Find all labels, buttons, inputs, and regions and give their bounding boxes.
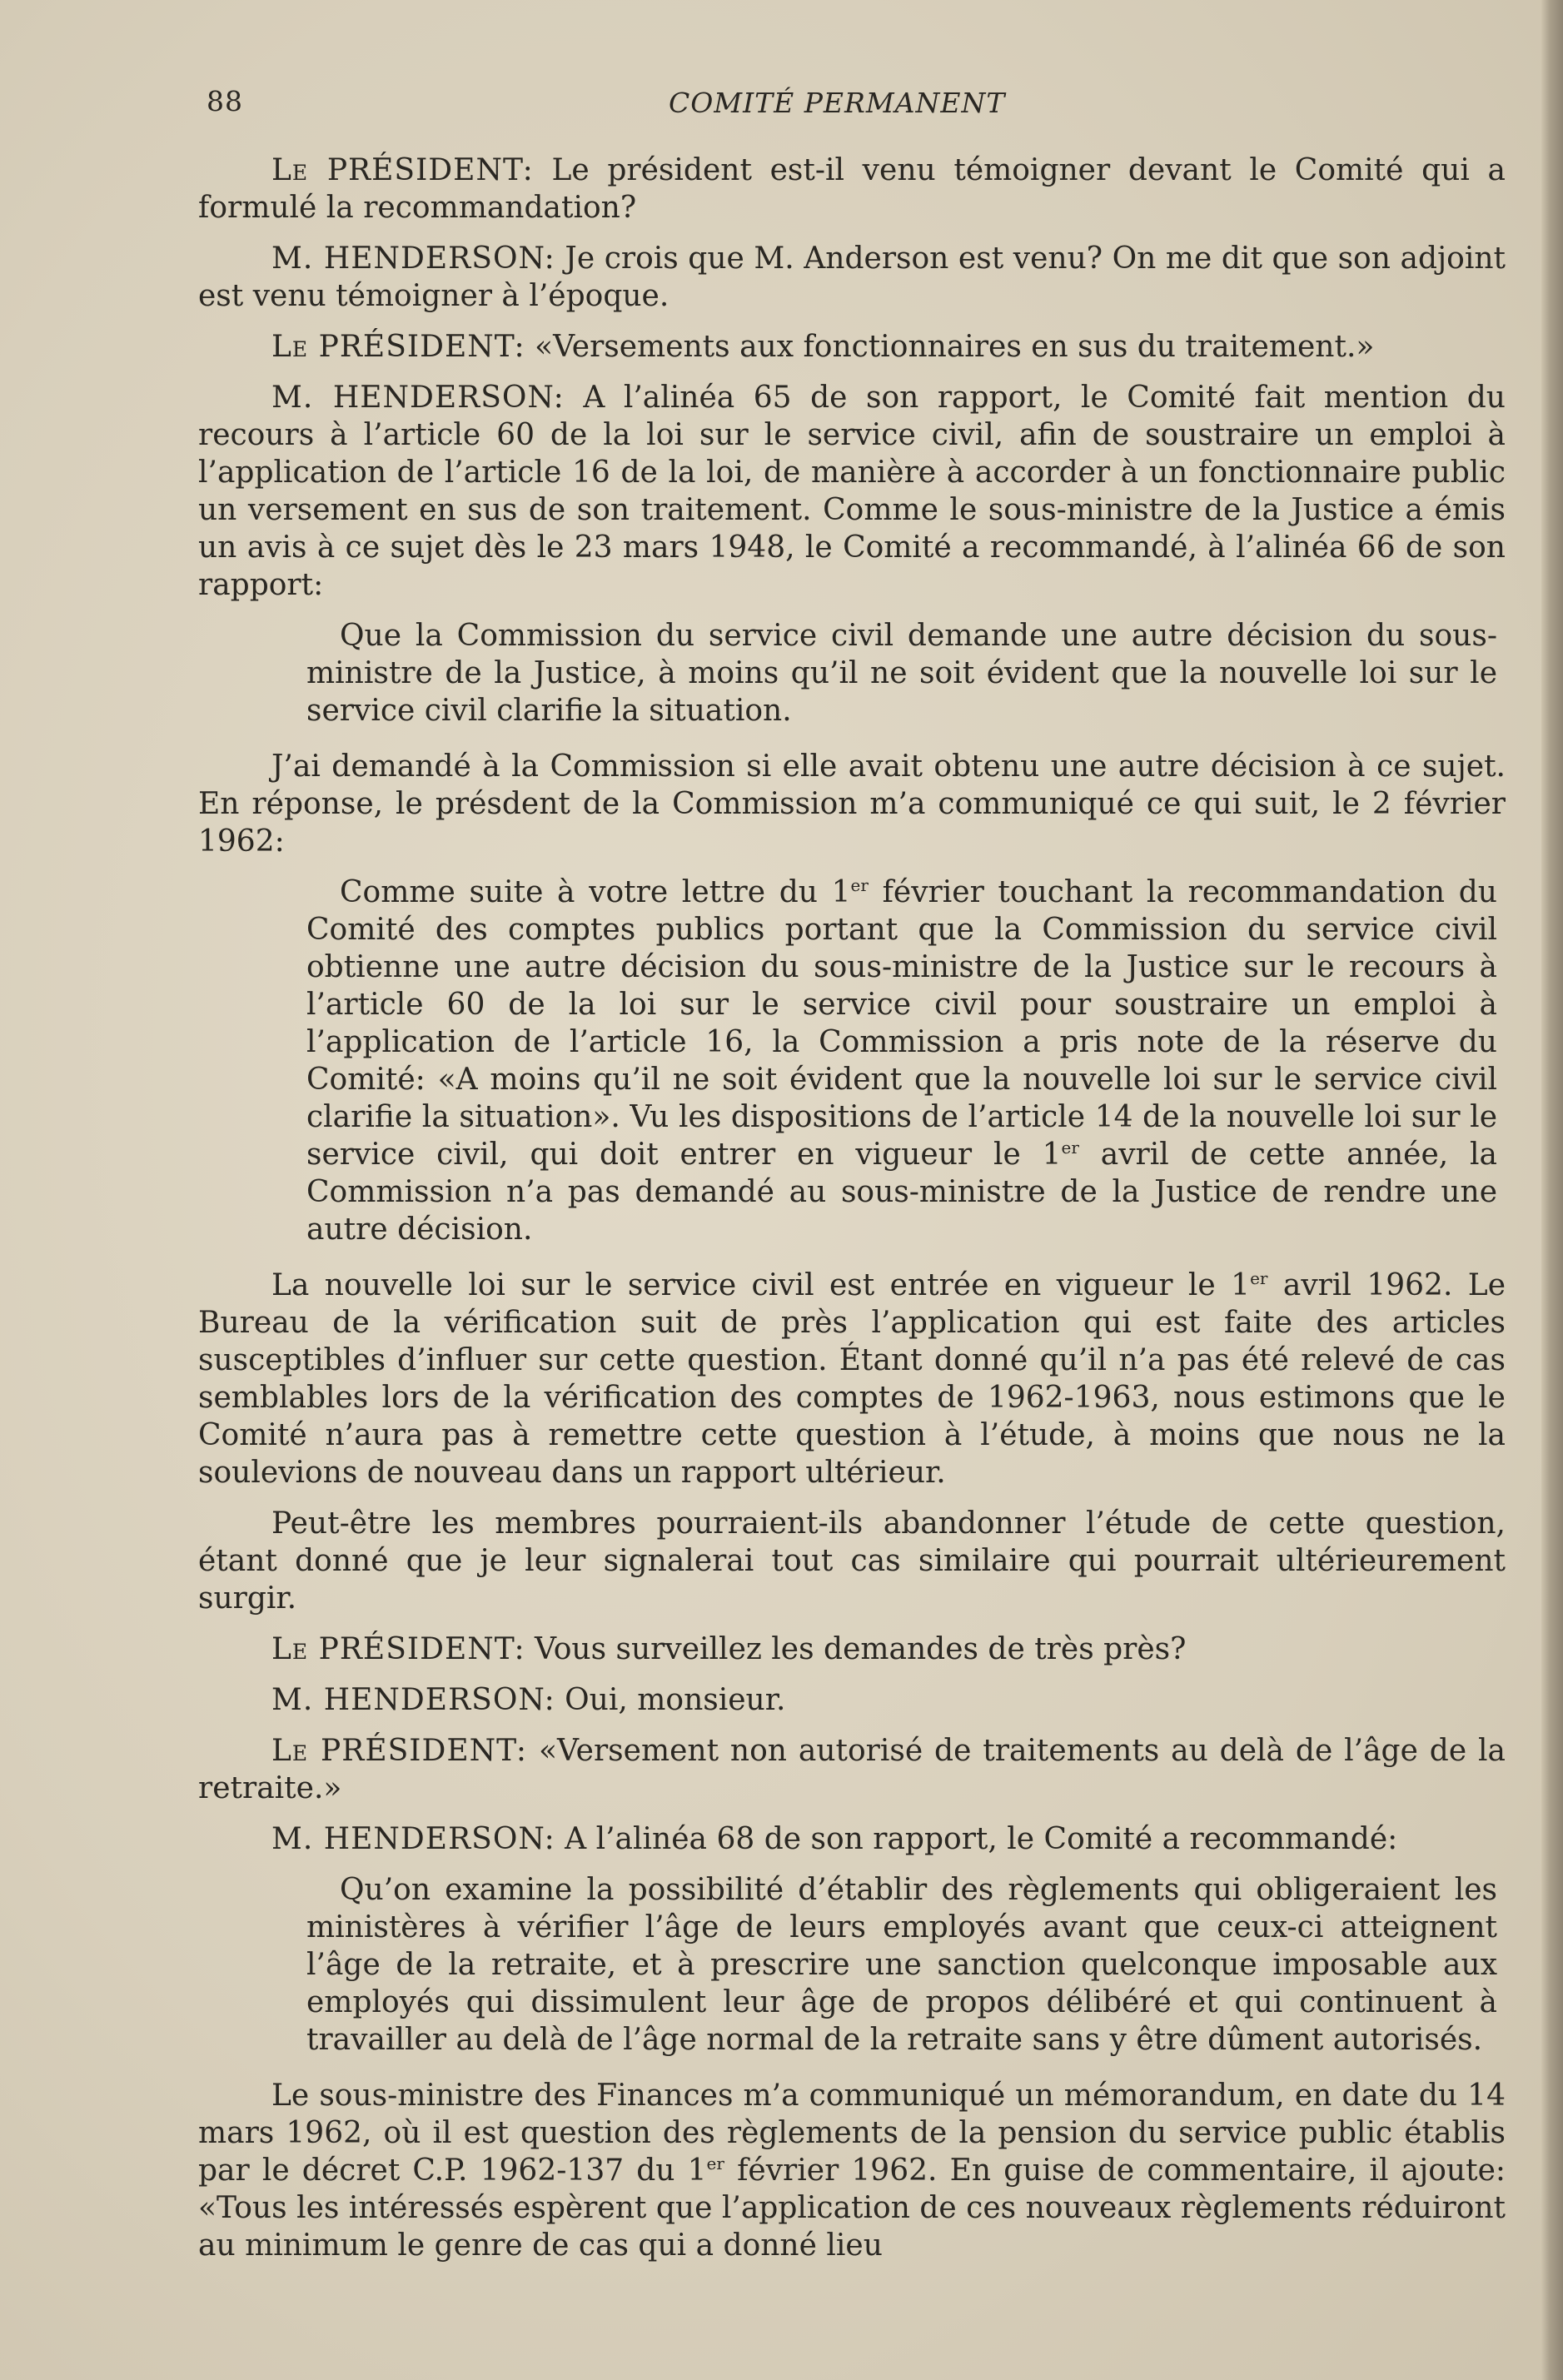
document-page [198,77,1506,2278]
quote-text: Qu’on examine la possibilité d’établir des règlements qui obligeraient les ministères à vérifier l’âge de leurs employés avant que ceux-ci atteignent l’âge de la retraite, et à prescrire une sanction quelconque imposable aux employés qui dissimulent leur âge de propos délibéré et qui continuent à travailler au delà de l’âge normal de la retraite sans y être dûment autorisés. [306,1873,1497,2057]
paragraph-henderson-4 [198,1820,1506,1858]
paragraph-president-3 [198,1631,1506,1668]
speaker-henderson: M. HENDERSON: [271,241,555,276]
paragraph-request: J’ai demandé à la Commission si elle avait obtenu une autre décision à ce sujet. En réponse, le présdent de la Commission m’a communiqué ce qui suit, le 2 février 1962: [198,749,1506,859]
paragraph-president-1 [198,152,1506,227]
quote-text [306,874,1497,1248]
book-spine-shadow [1541,0,1563,2380]
speaker-president: Le PRÉSIDENT: [271,153,534,187]
paragraph-text: A l’alinéa 68 de son rapport, le Comité a recommandé: [565,1822,1398,1856]
superscript: er [706,2153,724,2173]
speaker-president: Le PRÉSIDENT: [271,1632,525,1666]
block-quote-3 [306,1871,1497,2059]
page-header [198,77,1506,127]
paragraph-text: Le président est-il venu témoigner devant le Comité qui a formulé la recommandation? [198,153,1506,225]
superscript: er [1250,1268,1268,1288]
quote-text-part: avril de cette année, la Commission n’a pas demandé au sous-ministre de la Justice de rendre une autre décision. [306,1138,1497,1247]
paragraph-text: Vous surveillez les demandes de très près? [535,1632,1187,1666]
page-body [198,152,1506,2264]
paragraph-president-2 [198,328,1506,366]
speaker-president: Le PRÉSIDENT: [271,1734,528,1768]
speaker-henderson: M. HENDERSON: [271,381,565,415]
paragraph-finances [198,2077,1506,2264]
quote-text-part: février touchant la recommandation du Comité des comptes publics portant que la Commission du service civil obtienne une autre décision du sous-ministre de la Justice sur le recours à l’article 60 de la loi sur le service civil pour soustraire un emploi à l’application de l’article 16, la Commission a pris note de la réserve du Comité: «A moins qu’il ne soit évident que la nouvelle loi sur le service civil clarifie la situation». Vu les dispositions de l’article 14 de la nouvelle loi sur le service civil, qui doit entrer en vigueur le 1 [306,875,1497,1172]
paragraph-text: «Versement non autorisé de traitements au delà de l’âge de la retraite.» [198,1734,1506,1805]
paragraph-text: Je crois que M. Anderson est venu? On me dit que son adjoint est venu témoigner à l’époque. [198,241,1506,313]
paragraph-text-part: La nouvelle loi sur le service civil est entrée en vigueur le 1 [271,1268,1251,1302]
paragraph-new-law [198,1267,1506,1491]
speaker-president: Le PRÉSIDENT: [271,330,525,364]
page-number: 88 [207,85,243,117]
paragraph-text: A l’alinéa 65 de son rapport, le Comité fait mention du recours à l’article 60 de la loi sur le service civil, afin de soustraire un emploi à l’application de l’article 16 de la loi, de manière à accorder à un fonctionnaire public un versement en sus de son traitement. Comme le sous-ministre de la Justice a émis un avis à ce sujet dès le 23 mars 1948, le Comité a recommandé, à l’alinéa 66 de son rapport: [198,381,1506,602]
paragraph-members: Peut-être les membres pourraient-ils abandonner l’étude de cette question, étant donné que je leur signalerai tout cas similaire qui pourrait ultérieurement surgir. [198,1506,1506,1616]
quote-text: Que la Commission du service civil demande une autre décision du sous-ministre de la Justice, à moins qu’il ne soit évident que la nouvelle loi sur le service civil clarifie la situation. [306,619,1497,728]
paragraph-text: Oui, monsieur. [565,1683,786,1717]
block-quote-1 [306,617,1497,729]
paragraph-text-part: Le sous-ministre des Finances m’a communiqué un mémorandum, en date du 14 mars 1962, où il est question des règlements de la pension du service public établis par le décret C.P. 1962-137 du 1 [198,2079,1506,2188]
speaker-henderson: M. HENDERSON: [271,1683,555,1717]
paragraph-text-part: avril 1962. Le Bureau de la vérification suit de près l’application qui est faite des articles susceptibles d’influer sur cette question. Étant donné qu’il n’a pas été relevé de cas semblables lors de la vérification des comptes de 1962-1963, nous estimons que le Comité n’aura pas à remettre cette question à l’étude, à moins que nous ne la soulevions de nouveau dans un rapport ultérieur. [198,1268,1506,1490]
block-quote-2 [306,874,1497,1248]
paragraph-henderson-3 [198,1681,1506,1719]
running-head: COMITÉ PERMANENT [669,87,1006,119]
speaker-henderson: M. HENDERSON: [271,1822,555,1856]
paragraph-president-4 [198,1732,1506,1807]
paragraph-text: «Versements aux fonctionnaires en sus du traitement.» [535,330,1375,364]
superscript: er [1061,1138,1079,1158]
paragraph-henderson-1 [198,240,1506,315]
quote-text-part: Comme suite à votre lettre du 1 [340,875,851,909]
paragraph-henderson-2 [198,379,1506,604]
superscript: er [850,875,869,895]
paragraph-text-part: février 1962. En guise de commentaire, il ajoute: «Tous les intéressés espèrent que l’application de ces nouveaux règlements réduiront au minimum le genre de cas qui a donné lieu [198,2153,1506,2263]
